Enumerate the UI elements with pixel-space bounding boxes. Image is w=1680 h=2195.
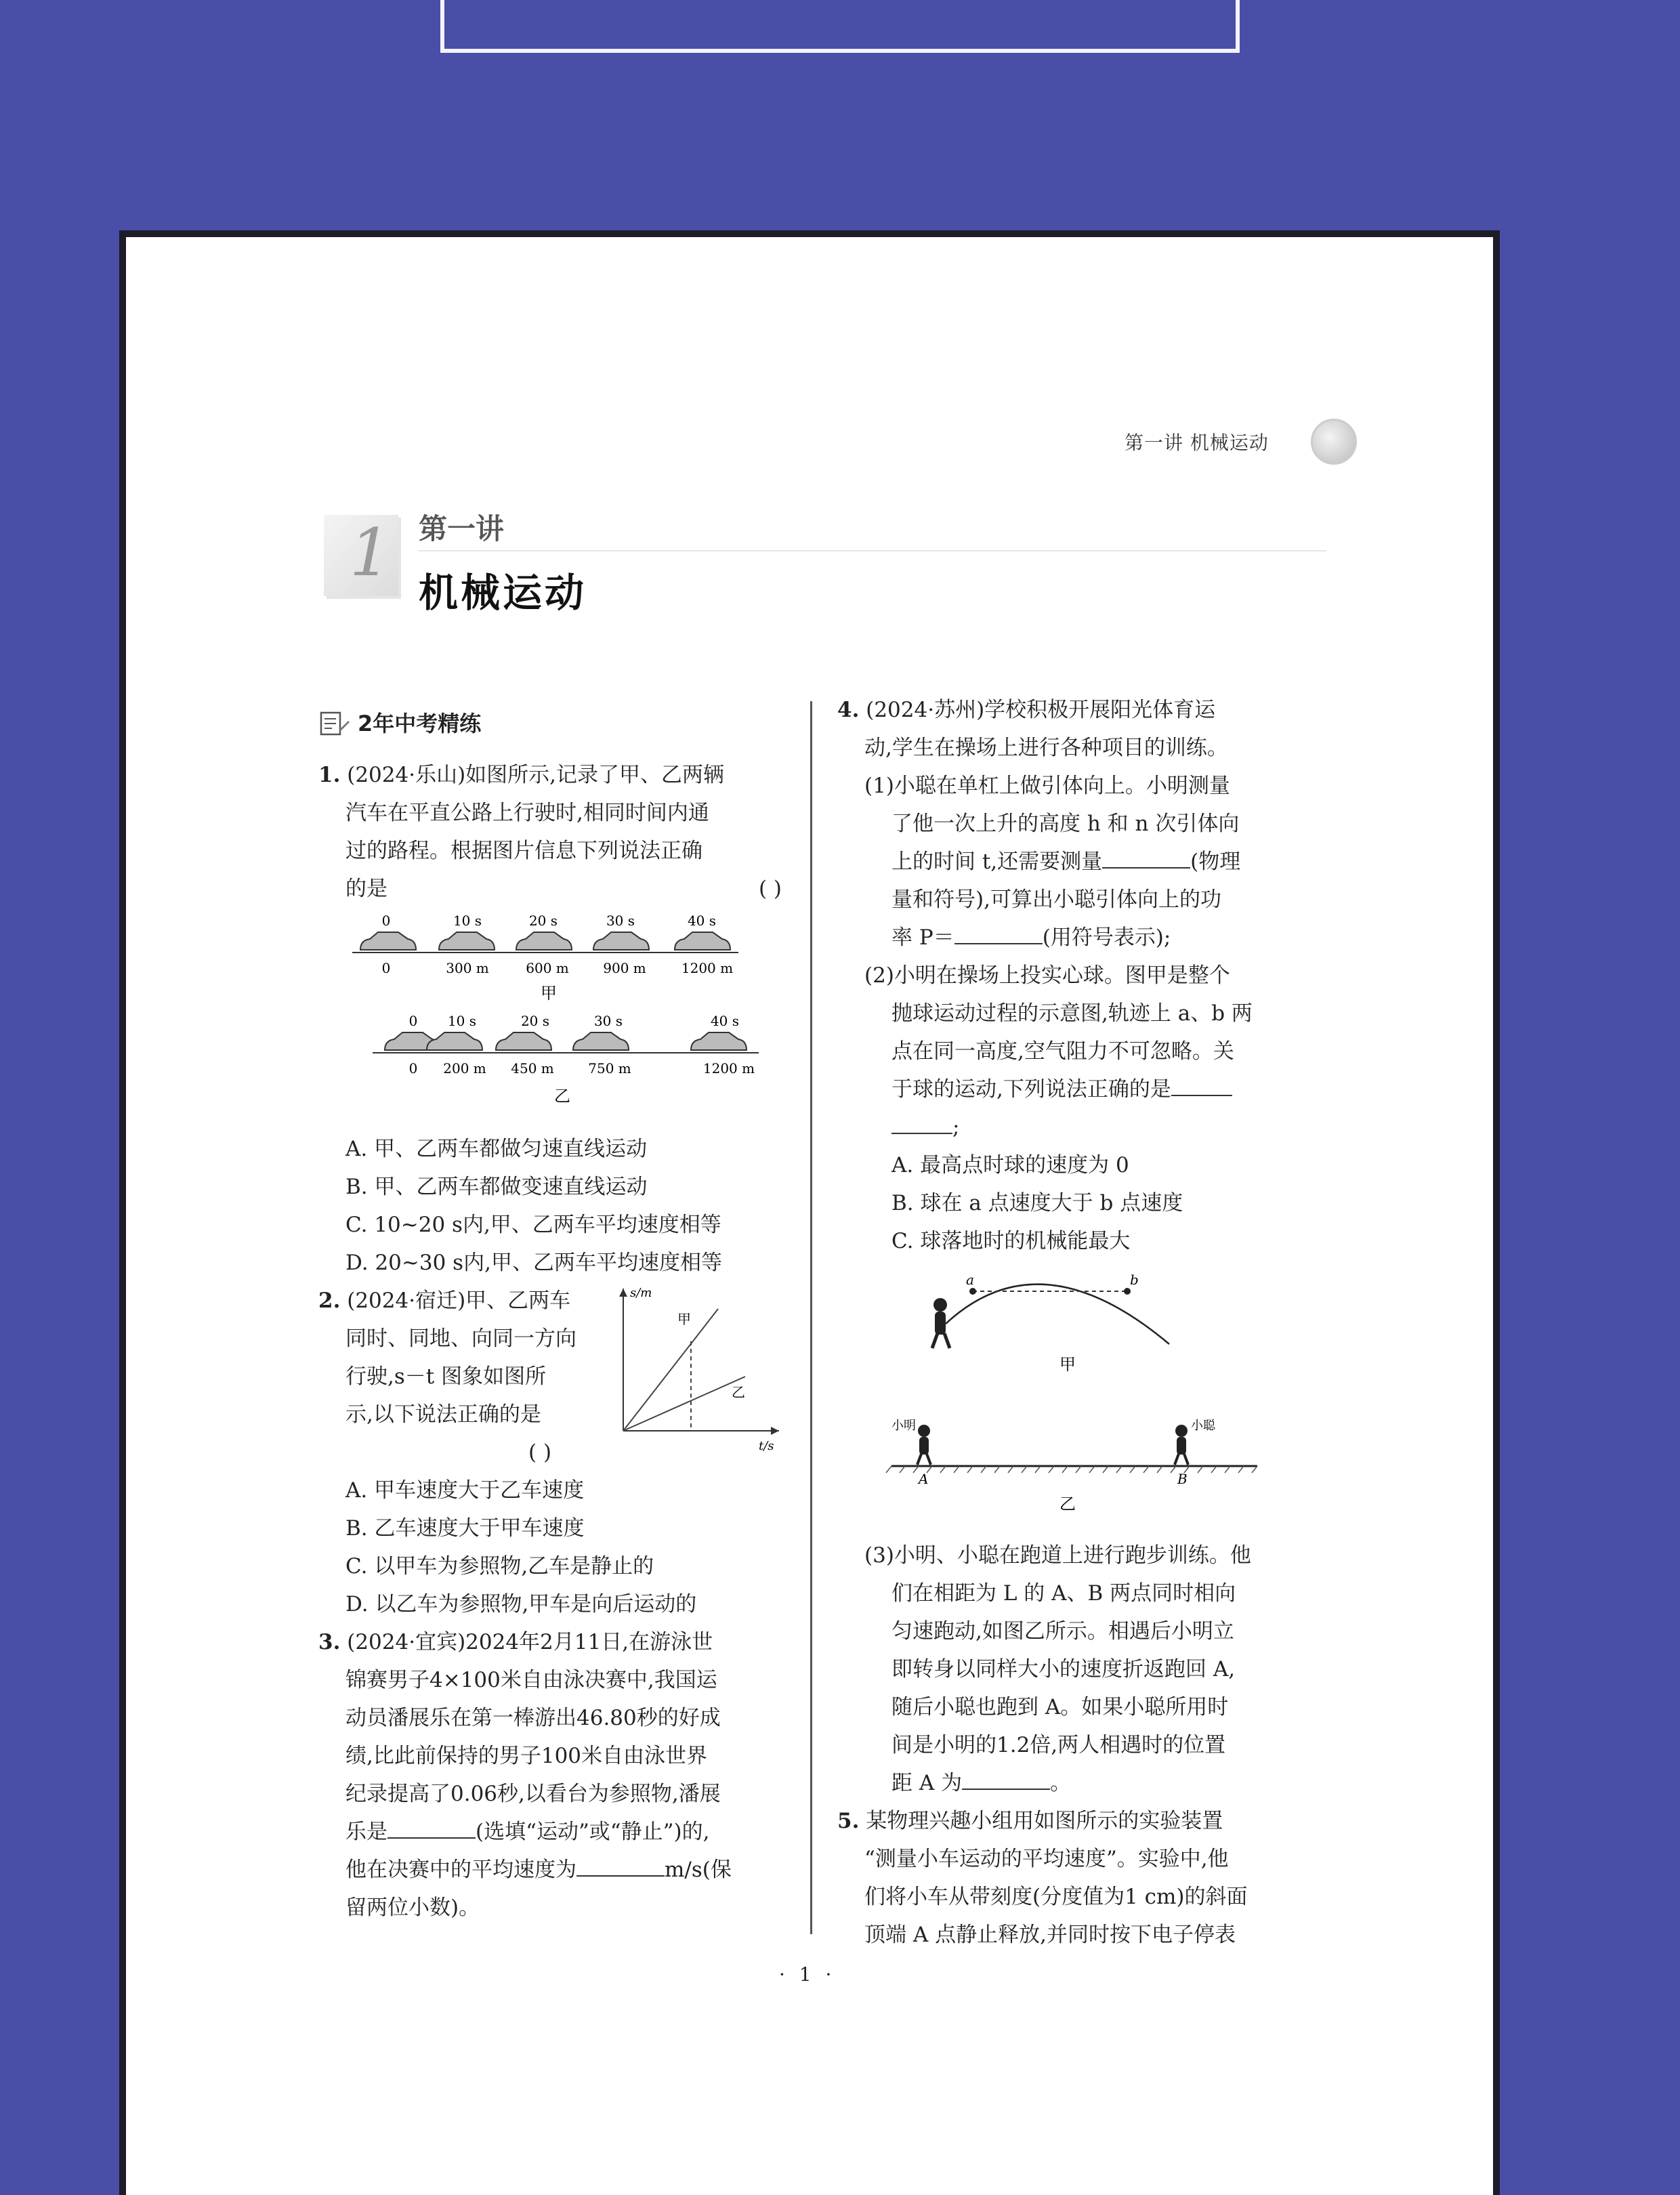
car-icon (439, 932, 495, 950)
q4-figure (864, 1263, 1305, 1532)
q4-line: 间是小明的1.2倍,两人相遇时的位置 (891, 1733, 1226, 1757)
runner-right-label: 小聪 (1191, 1419, 1215, 1433)
car-icon (573, 1032, 629, 1050)
option-d: D. 20~30 s内,甲、乙两车平均速度相等 (345, 1251, 722, 1275)
q3-line: 绩,比此前保持的男子100米自由泳世界 (345, 1744, 708, 1768)
runner-left-icon (917, 1425, 931, 1465)
figure-label: 甲 (1059, 1355, 1076, 1374)
q2-line: 行驶,s－t 图象如图所 (345, 1364, 547, 1389)
car-icon (360, 932, 416, 950)
car-icon (496, 1032, 551, 1050)
line-label-jia: 甲 (677, 1311, 691, 1327)
distance-label: 750 m (588, 1060, 631, 1076)
car-icon (691, 1032, 747, 1050)
time-label: 30 s (593, 1013, 623, 1029)
throw-run-diagram (864, 1263, 1284, 1520)
s-t-graph (610, 1282, 786, 1458)
distance-label: 0 (408, 1060, 418, 1076)
q4-line: 抛球运动过程的示意图,轨迹上 a、b 两 (891, 1001, 1253, 1026)
time-label: 0 (408, 1013, 418, 1029)
q3-line: m/s(保 (665, 1858, 732, 1882)
option-d: D. 以乙车为参照物,甲车是向后运动的 (345, 1592, 697, 1616)
top-frame (440, 0, 1240, 53)
q3-line: 他在决赛中的平均速度为 (345, 1858, 576, 1882)
time-label: 10 s (447, 1013, 477, 1029)
time-label: 0 (381, 913, 391, 929)
question-3 (318, 1623, 786, 1927)
time-label: 20 s (528, 913, 558, 929)
point-a-label: a (966, 1272, 974, 1288)
question-number: 5. (837, 1809, 860, 1833)
car-icon (675, 932, 730, 950)
x-axis-label: t/s (759, 1439, 774, 1453)
chapter-number: 1 (350, 515, 392, 591)
car-row-jia (352, 913, 738, 1003)
q4-line: 距 A 为 (891, 1771, 963, 1795)
chapter-logo-icon (1311, 419, 1357, 465)
q4-line: 即转身以同样大小的速度折返跑回 A, (891, 1657, 1236, 1681)
page-number: · 1 · (779, 1963, 836, 1986)
option-b: B. 球在 a 点速度大于 b 点速度 (891, 1191, 1183, 1215)
answer-blank[interactable] (962, 1768, 1050, 1790)
answer-blank[interactable] (576, 1855, 665, 1877)
trajectory-figure (932, 1272, 1169, 1374)
option-c: C. 以甲车为参照物,乙车是静止的 (345, 1554, 654, 1579)
q1-line: 过的路程。根据图片信息下列说法正确 (345, 839, 702, 863)
q3-line: 纪录提高了0.06秒,以看台为参照物,潘展 (345, 1782, 721, 1806)
q3-line: (选填“运动”或“静止”)的, (476, 1820, 710, 1844)
distance-label: 450 m (511, 1060, 554, 1076)
distance-label: 0 (381, 960, 391, 976)
q5-line: 们将小车从带刻度(分度值为1 cm)的斜面 (864, 1885, 1248, 1909)
point-b-label: b (1130, 1272, 1139, 1288)
q2-line: 示,以下说法正确的是 (345, 1402, 541, 1427)
exam-practice-icon (318, 710, 351, 737)
q4-line: 随后小聪也跑到 A。如果小聪所用时 (891, 1695, 1229, 1719)
running-head: 第一讲 机械运动 (1125, 432, 1269, 454)
time-label: 30 s (606, 913, 635, 929)
distance-label: 900 m (603, 960, 646, 976)
q4-line: 率 P＝ (891, 925, 954, 950)
track-figure (886, 1419, 1257, 1513)
left-column (318, 705, 786, 1927)
q4-line: 点在同一高度,空气阻力不可忽略。关 (891, 1039, 1234, 1064)
question-4 (837, 691, 1305, 1802)
chapter-title: 机械运动 (419, 570, 587, 616)
q3-line: (2024·宜宾)2024年2月11日,在游泳世 (347, 1630, 713, 1654)
section-header (318, 705, 786, 743)
q4-line: 动,学生在操场上进行各种项目的训练。 (864, 736, 1228, 760)
y-axis-label: s/m (630, 1286, 652, 1300)
distance-label: 200 m (443, 1060, 486, 1076)
answer-blank[interactable] (1171, 1074, 1232, 1096)
q4-line: 们在相距为 L 的 A、B 两点同时相向 (891, 1581, 1236, 1606)
q5-line: 某物理兴趣小组用如图所示的实验装置 (866, 1809, 1223, 1833)
question-number: 3. (318, 1630, 341, 1654)
trajectory-curve (946, 1284, 1169, 1344)
point-A-label: A (919, 1471, 929, 1487)
q4-line: (2024·苏州)学校积极开展阳光体育运 (866, 698, 1216, 722)
q4-line: (用符号表示); (1042, 925, 1171, 950)
q2-line: (2024·宿迁)甲、乙两车 (347, 1289, 571, 1313)
question-number: 1. (318, 763, 341, 787)
line-label-yi: 乙 (732, 1384, 745, 1400)
q5-line: “测量小车运动的平均速度”。实验中,他 (864, 1847, 1229, 1871)
time-label: 40 s (710, 1013, 740, 1029)
point-B-label: B (1177, 1471, 1188, 1487)
option-b: B. 乙车速度大于甲车速度 (345, 1516, 585, 1541)
distance-label: 300 m (446, 960, 489, 976)
line-yi (623, 1377, 745, 1431)
time-label: 10 s (453, 913, 482, 929)
distance-label: 600 m (526, 960, 569, 976)
q4-line: (3)小明、小聪在跑道上进行跑步训练。他 (864, 1543, 1251, 1568)
section-title: 2年中考精练 (358, 711, 482, 736)
q4-line: 匀速跑动,如图乙所示。相遇后小明立 (891, 1619, 1234, 1644)
chapter-subtitle: 第一讲 (419, 512, 505, 545)
distance-label: 1200 m (702, 1060, 755, 1076)
q4-line: 上的时间 t,还需要测量 (891, 850, 1103, 874)
answer-blank[interactable] (387, 1817, 476, 1839)
q1-car-figure (345, 911, 786, 1126)
option-b: B. 甲、乙两车都做变速直线运动 (345, 1175, 648, 1199)
time-label: 20 s (520, 1013, 550, 1029)
q4-line: (2)小明在操场上投实心球。图甲是整个 (864, 963, 1230, 988)
figure-label: 乙 (1059, 1494, 1076, 1513)
q3-line: 乐是 (345, 1820, 387, 1844)
question-1 (318, 756, 786, 1282)
q3-line: 留两位小数)。 (345, 1896, 480, 1920)
line-jia (623, 1309, 718, 1431)
question-number: 4. (837, 698, 860, 722)
runner-left-label: 小明 (891, 1419, 916, 1433)
question-2 (318, 1282, 786, 1623)
car-row-yi (373, 1013, 759, 1106)
q3-line: 动员潘展乐在第一棒游出46.80秒的好成 (345, 1706, 721, 1730)
q3-line: 锦赛男子4×100米自由泳决赛中,我国运 (345, 1668, 717, 1692)
q4-line: 了他一次上升的高度 h 和 n 次引体向 (891, 812, 1240, 836)
answer-blank[interactable] (954, 923, 1043, 944)
q4-line: 。 (1050, 1771, 1072, 1795)
answer-parenthesis: ( ) (528, 1440, 552, 1465)
column-divider (810, 701, 812, 1934)
figure-label: 乙 (554, 1087, 570, 1106)
figure-label: 甲 (541, 984, 557, 1003)
q5-line: 顶端 A 点静止释放,并同时按下电子停表 (864, 1923, 1236, 1947)
car-diagram (345, 911, 765, 1114)
car-icon (593, 932, 649, 950)
q4-line: ; (952, 1115, 960, 1140)
option-c: C. 球落地时的机械能最大 (891, 1229, 1131, 1253)
answer-blank[interactable] (891, 1112, 952, 1134)
car-icon (427, 1032, 482, 1050)
option-a: A. 甲、乙两车都做匀速直线运动 (345, 1137, 648, 1161)
time-label: 40 s (687, 913, 717, 929)
q4-line: (物理 (1190, 850, 1241, 874)
answer-parenthesis: ( ) (758, 877, 782, 901)
q2-line: 同时、同地、向同一方向 (345, 1326, 576, 1351)
runner-right-icon (1175, 1425, 1188, 1465)
option-a: A. 甲车速度大于乙车速度 (345, 1478, 585, 1503)
option-c: C. 10~20 s内,甲、乙两车平均速度相等 (345, 1213, 721, 1237)
q1-line: 的是 (345, 877, 387, 901)
q4-line: (1)小聪在单杠上做引体向上。小明测量 (864, 774, 1230, 798)
option-a: A. 最高点时球的速度为 0 (891, 1153, 1129, 1177)
question-5 (837, 1802, 1305, 1954)
right-column (837, 691, 1305, 1954)
question-number: 2. (318, 1289, 341, 1313)
q1-line: (2024·乐山)如图所示,记录了甲、乙两辆 (347, 763, 725, 787)
car-icon (516, 932, 572, 950)
chapter-rule (419, 550, 1326, 551)
q1-line: 汽车在平直公路上行驶时,相同时间内通 (345, 801, 709, 825)
distance-label: 1200 m (681, 960, 734, 976)
q4-line: 量和符号),可算出小聪引体向上的功 (891, 887, 1221, 912)
answer-blank[interactable] (1102, 847, 1190, 869)
q4-line: 于球的运动,下列说法正确的是 (891, 1077, 1171, 1102)
